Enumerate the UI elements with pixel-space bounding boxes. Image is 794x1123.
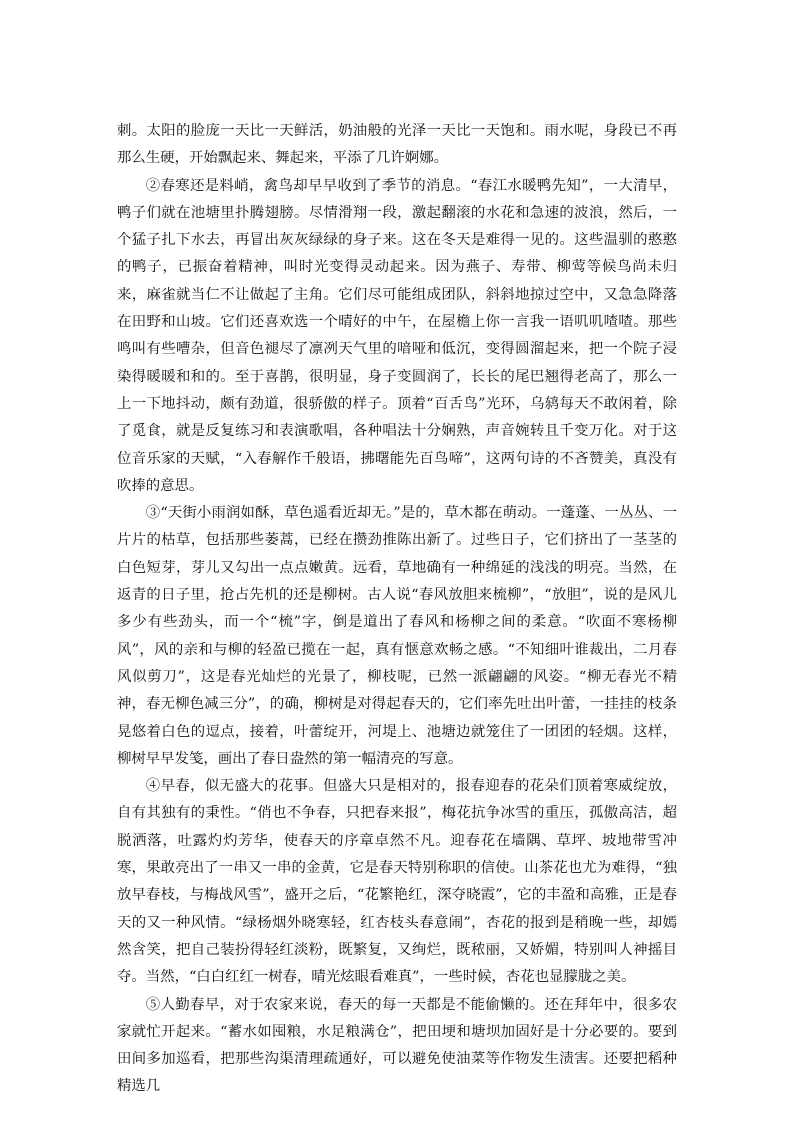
paragraph-2-birds: ②春寒还是料峭，禽鸟却早早收到了季节的消息。“春江水暖鸭先知”，一大清早，鸭子们就在池塘里扑腾翅膀。尽情滑翔一段，激起翻滚的水花和急速的波浪，然后，一个猛子扎下水去，再冒出灰灰绿绿的身子来。这在冬天是难得一见的。这些温驯的憨憨的鸭子，已振奋着精神，叫时光变得灵动起来。因为燕子、寿带、柳莺等候鸟尚未归来，麻雀就当仁不让做起了主角。它们尽可能组成团队，斜斜地掠过空中，又急急降落在田野和山坡。它们还喜欢选一个晴好的中午，在屋檐上你一言我一语叽叽喳喳。那些鸣叫有些嘈杂，但音色褪尽了凛冽天气里的喑哑和低沉，变得圆溜起来，把一个院子浸染得暖暖和和的。至于喜鹊，很明显，身子变圆润了，长长的尾巴翘得老高了，那么一上一下地抖动，颇有劲道，很骄傲的样子。顶着“百舌鸟”光环，乌鸫每天不敢闲着，除了觅食，就是反复练习和表演歌唱，各种唱法十分娴熟，声音婉转且千变万化。对于这位音乐家的天赋，“入春解作千般语，拂曙能先百鸟啼”，这两句诗的不吝赞美，真没有吹捧的意思。 bbox=[117, 177, 677, 494]
paragraph-5-farming: ⑤人勤春早，对于农家来说，春天的每一天都是不能偷懒的。还在拜年中，很多农家就忙开起来。“蓄水如囤粮，水足粮满仓”，把田埂和塘坝加固好是十分必要的。要到田间多加巡看，把那些沟渠清理疏通好，可以避免使油菜等作物发生渍害。还要把稻种精选几 bbox=[117, 996, 677, 1095]
paragraph-1-continued: 刺。太阳的脸庞一天比一天鲜活，奶油般的光泽一天比一天饱和。雨水呢，身段已不再那么生硬，开始飘起来、舞起来，平添了几许婀娜。 bbox=[117, 123, 677, 167]
document-body bbox=[117, 118, 677, 1101]
paragraph-3-grass-willow: ③“天街小雨润如酥，草色遥看近却无。”是的，草木都在萌动。一蓬蓬、一丛丛、一片片的枯草，包括那些萎蒿，已经在攒劲推陈出新了。过些日子，它们挤出了一茎茎的白色短芽，芽儿又勾出一点点嫩黄。远看，草地确有一种绵延的浅浅的明亮。当然，在返青的日子里，抢占先机的还是柳树。古人说“春风放胆来梳柳”，“放胆”，说的是风儿多少有些劲头，而一个“梳”字，倒是道出了春风和杨柳之间的柔意。“吹面不寒杨柳风”，风的亲和与柳的轻盈已揽在一起，真有惬意欢畅之感。“不知细叶谁裁出，二月春风似剪刀”，这是春光灿烂的光景了，柳枝呢，已然一派翩翩的风姿。“柳无春光不精神，春无柳色减三分”，的确，柳树是对得起春天的，它们率先吐出叶蕾，一挂挂的枝条晃悠着白色的逗点，接着，叶蕾绽开，河堤上、池塘边就笼住了一团团的轻烟。这样，柳树早早发笺，画出了春日盎然的第一幅清亮的写意。 bbox=[117, 505, 677, 767]
paragraph-4-flowers: ④早春，似无盛大的花事。但盛大只是相对的，报春迎春的花朵们顶着寒威绽放，自有其独有的秉性。“俏也不争春，只把春来报”，梅花抗争冰雪的重压，孤傲高洁，超脱洒落，吐露灼灼芳华，使春天的序章卓然不凡。迎春花在墙隅、草坪、坡地带雪冲寒，果敢亮出了一串又一串的金黄，它是春天特别称职的信使。山茶花也尤为难得，“独放早春枝，与梅战风雪”，盛开之后，“花繁艳红，深夺晓霞”，它的丰盈和高雅，正是春天的又一种风情。“绿杨烟外晓寒轻，红杏枝头春意闹”，杏花的报到是稍晚一些，却嫣然含笑，把自己装扮得轻红淡粉，既繁复，又绚烂，既秾丽，又娇媚，特别叫人神摇目夺。当然，“白白红红一树春，晴光炫眼看难真”，一些时候，杏花也显朦胧之美。 bbox=[117, 778, 677, 986]
